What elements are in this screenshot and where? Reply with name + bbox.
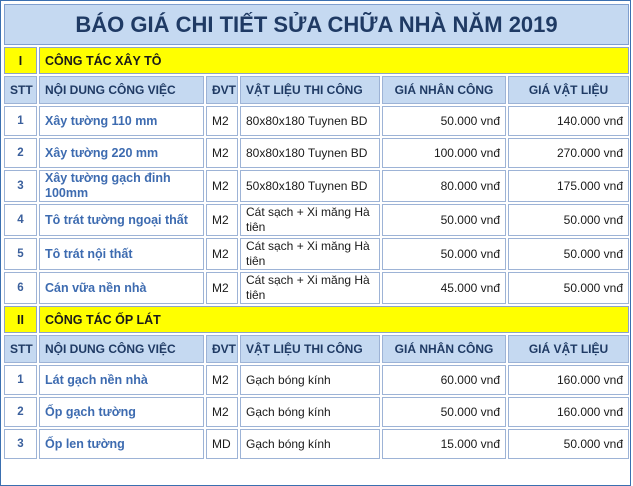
column-header-material: VẬT LIỆU THI CÔNG [240, 76, 380, 104]
material-price: 50.000 vnđ [508, 204, 629, 236]
unit: M2 [206, 106, 238, 136]
material: Cát sạch + Xi măng Hà tiên [240, 238, 380, 270]
material: Gạch bóng kính [240, 365, 380, 395]
unit: MD [206, 429, 238, 459]
column-header-material: VẬT LIỆU THI CÔNG [240, 335, 380, 363]
labor-price: 100.000 vnđ [382, 138, 506, 168]
column-header-stt: STT [4, 335, 37, 363]
job-description: Xây tường 110 mm [39, 106, 204, 136]
row-number: 1 [4, 106, 37, 136]
table-row [4, 397, 629, 427]
section-row [4, 47, 629, 74]
material-price: 175.000 vnđ [508, 170, 629, 202]
section-row [4, 306, 629, 333]
unit: M2 [206, 397, 238, 427]
table-row [4, 238, 629, 270]
column-header-job: NỘI DUNG CÔNG VIỆC [39, 76, 204, 104]
column-header-row [4, 335, 629, 363]
job-description: Tô trát tường ngoại thất [39, 204, 204, 236]
material: 80x80x180 Tuynen BD [240, 138, 380, 168]
row-number: 4 [4, 204, 37, 236]
column-header-stt: STT [4, 76, 37, 104]
page-title: BÁO GIÁ CHI TIẾT SỬA CHỮA NHÀ NĂM 2019 [4, 4, 629, 45]
labor-price: 80.000 vnđ [382, 170, 506, 202]
price-table [2, 2, 631, 461]
unit: M2 [206, 272, 238, 304]
table-row [4, 429, 629, 459]
labor-price: 15.000 vnđ [382, 429, 506, 459]
table-row [4, 272, 629, 304]
column-header-unit: ĐVT [206, 76, 238, 104]
material-price: 50.000 vnđ [508, 238, 629, 270]
row-number: 1 [4, 365, 37, 395]
material: Gạch bóng kính [240, 429, 380, 459]
row-number: 5 [4, 238, 37, 270]
material: Gạch bóng kính [240, 397, 380, 427]
table-row [4, 106, 629, 136]
labor-price: 50.000 vnđ [382, 397, 506, 427]
row-number: 3 [4, 429, 37, 459]
table-row [4, 204, 629, 236]
row-number: 6 [4, 272, 37, 304]
row-number: 2 [4, 397, 37, 427]
column-header-job: NỘI DUNG CÔNG VIỆC [39, 335, 204, 363]
labor-price: 45.000 vnđ [382, 272, 506, 304]
row-number: 3 [4, 170, 37, 202]
unit: M2 [206, 204, 238, 236]
material-price: 160.000 vnđ [508, 397, 629, 427]
material-price: 50.000 vnđ [508, 272, 629, 304]
section-number: I [4, 47, 37, 74]
material: Cát sạch + Xi măng Hà tiên [240, 204, 380, 236]
material: 50x80x180 Tuynen BD [240, 170, 380, 202]
unit: M2 [206, 238, 238, 270]
section-title: CÔNG TÁC ỐP LÁT [39, 306, 629, 333]
job-description: Tô trát nội thất [39, 238, 204, 270]
job-description: Ốp len tường [39, 429, 204, 459]
column-header-material-price: GIÁ VẬT LIỆU [508, 76, 629, 104]
material-price: 140.000 vnđ [508, 106, 629, 136]
material-price: 50.000 vnđ [508, 429, 629, 459]
unit: M2 [206, 170, 238, 202]
labor-price: 60.000 vnđ [382, 365, 506, 395]
labor-price: 50.000 vnđ [382, 204, 506, 236]
job-description: Xây tường gạch đinh 100mm [39, 170, 204, 202]
row-number: 2 [4, 138, 37, 168]
material-price: 160.000 vnđ [508, 365, 629, 395]
labor-price: 50.000 vnđ [382, 238, 506, 270]
job-description: Ốp gạch tường [39, 397, 204, 427]
title-row [4, 4, 629, 45]
table-row [4, 365, 629, 395]
table-row [4, 170, 629, 202]
column-header-labor: GIÁ NHÂN CÔNG [382, 76, 506, 104]
section-title: CÔNG TÁC XÂY TÔ [39, 47, 629, 74]
column-header-unit: ĐVT [206, 335, 238, 363]
material-price: 270.000 vnđ [508, 138, 629, 168]
column-header-labor: GIÁ NHÂN CÔNG [382, 335, 506, 363]
unit: M2 [206, 365, 238, 395]
job-description: Cán vữa nền nhà [39, 272, 204, 304]
unit: M2 [206, 138, 238, 168]
job-description: Lát gạch nền nhà [39, 365, 204, 395]
material: 80x80x180 Tuynen BD [240, 106, 380, 136]
material: Cát sạch + Xi măng Hà tiên [240, 272, 380, 304]
table-row [4, 138, 629, 168]
job-description: Xây tường 220 mm [39, 138, 204, 168]
column-header-row [4, 76, 629, 104]
labor-price: 50.000 vnđ [382, 106, 506, 136]
section-number: II [4, 306, 37, 333]
column-header-material-price: GIÁ VẬT LIỆU [508, 335, 629, 363]
